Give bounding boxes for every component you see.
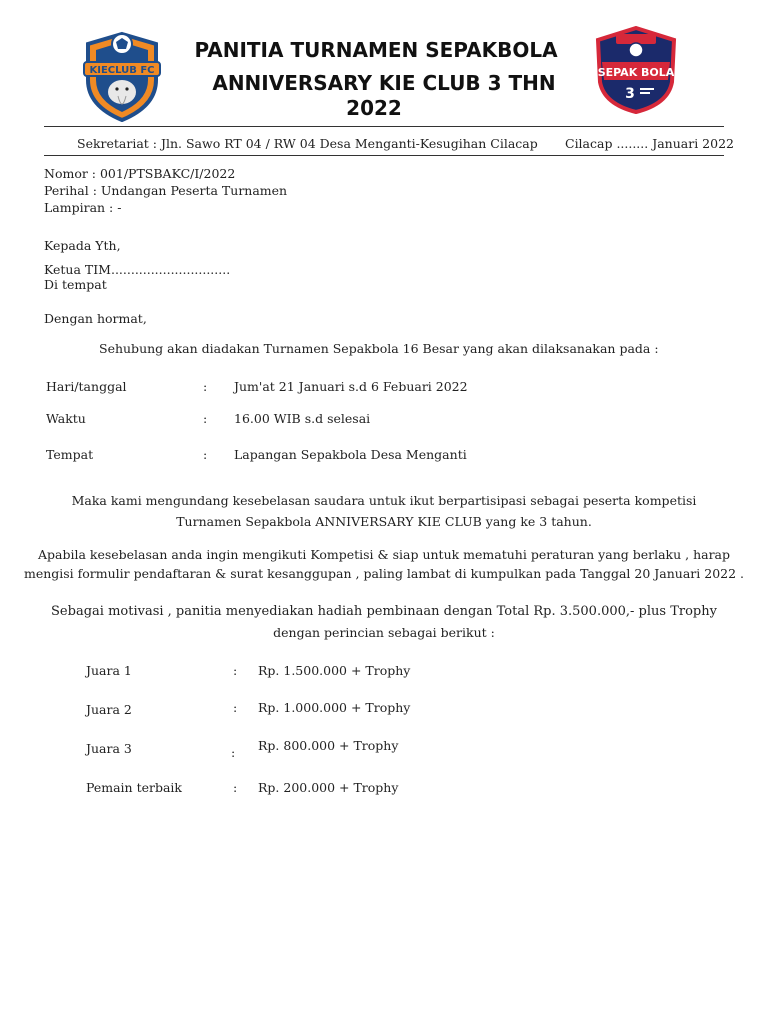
prize-label: Juara 2: [86, 702, 132, 717]
greeting: Dengan hormat,: [44, 311, 147, 326]
secretariat-rule: [44, 155, 724, 156]
letter-number: Nomor : 001/PTSBAKC/I/2022: [44, 166, 236, 181]
intro-text: Sehubung akan diadakan Turnamen Sepakbola 16 Besar yang akan dilaksanakan pada :: [99, 341, 659, 356]
recipient-salutation: Kepada Yth,: [44, 238, 121, 253]
prize-paragraph-line-1: Sebagai motivasi , panitia menyediakan hadiah pembinaan dengan Total Rp. 3.500.000,- plus Trophy: [51, 604, 717, 619]
letter-subject: Perihal : Undangan Peserta Turnamen: [44, 183, 288, 198]
prize-paragraph-line-2: dengan perincian sebagai berikut :: [273, 625, 495, 640]
prize-value: Rp. 800.000 + Trophy: [258, 738, 399, 753]
prize-label: Juara 3: [86, 741, 132, 756]
schedule-value: Lapangan Sepakbola Desa Menganti: [234, 447, 467, 462]
schedule-label: Tempat: [46, 447, 94, 462]
prize-colon: :: [231, 745, 236, 760]
schedule-colon: :: [203, 411, 208, 426]
title-line-1: PANITIA TURNAMEN SEPAKBOLA: [194, 38, 558, 62]
recipient-place: Di tempat: [44, 277, 107, 292]
header-rule: [44, 126, 724, 127]
letter-attachment: Lampiran : -: [44, 200, 122, 215]
sepak-bola-3rd-anniversary-logo: [594, 26, 678, 114]
prize-colon: :: [233, 700, 238, 715]
prize-colon: :: [233, 780, 238, 795]
secretariat-address: Sekretariat : Jln. Sawo RT 04 / RW 04 Desa Menganti-Kesugihan Cilacap: [77, 136, 538, 151]
place-date: Cilacap ........ Januari 2022: [565, 136, 734, 151]
invitation-paragraph-line-1: Maka kami mengundang kesebelasan saudara untuk ikut berpartisipasi sebagai peserta kompetisi: [71, 493, 697, 508]
right-logo-text: SEPAK BOLA: [597, 66, 675, 79]
schedule-value: 16.00 WIB s.d selesai: [234, 411, 371, 426]
right-logo-sub: 3: [625, 86, 635, 102]
prize-label: Juara 1: [86, 663, 132, 678]
invitation-paragraph-line-2: Turnamen Sepakbola ANNIVERSARY KIE CLUB yang ke 3 tahun.: [176, 514, 592, 529]
schedule-colon: :: [203, 379, 208, 394]
title-line-2: ANNIVERSARY KIE CLUB 3 THN: [212, 71, 556, 95]
schedule-label: Waktu: [46, 411, 86, 426]
recipient-team-leader: Ketua TIM..............................: [44, 262, 231, 277]
title-line-3: 2022: [346, 96, 402, 120]
registration-paragraph-line-1: Apabila kesebelasan anda ingin mengikuti Kompetisi & siap untuk mematuhi peraturan yang berlaku , harap: [37, 547, 731, 562]
registration-paragraph-line-2: mengisi formulir pendaftaran & surat kesanggupan , paling lambat di kumpulkan pada Tanggal 20 Januari 2022 .: [23, 566, 745, 581]
prize-value: Rp. 1.500.000 + Trophy: [258, 663, 411, 678]
prize-value: Rp. 1.000.000 + Trophy: [258, 700, 411, 715]
schedule-value: Jum'at 21 Januari s.d 6 Febuari 2022: [234, 379, 468, 394]
prize-value: Rp. 200.000 + Trophy: [258, 780, 399, 795]
prize-colon: :: [233, 663, 238, 678]
schedule-colon: :: [203, 447, 208, 462]
schedule-label: Hari/tanggal: [46, 379, 127, 394]
kieclub-fc-logo: [80, 30, 164, 122]
prize-label: Pemain terbaik: [86, 780, 182, 795]
left-logo-text: KIECLUB FC: [89, 65, 155, 76]
